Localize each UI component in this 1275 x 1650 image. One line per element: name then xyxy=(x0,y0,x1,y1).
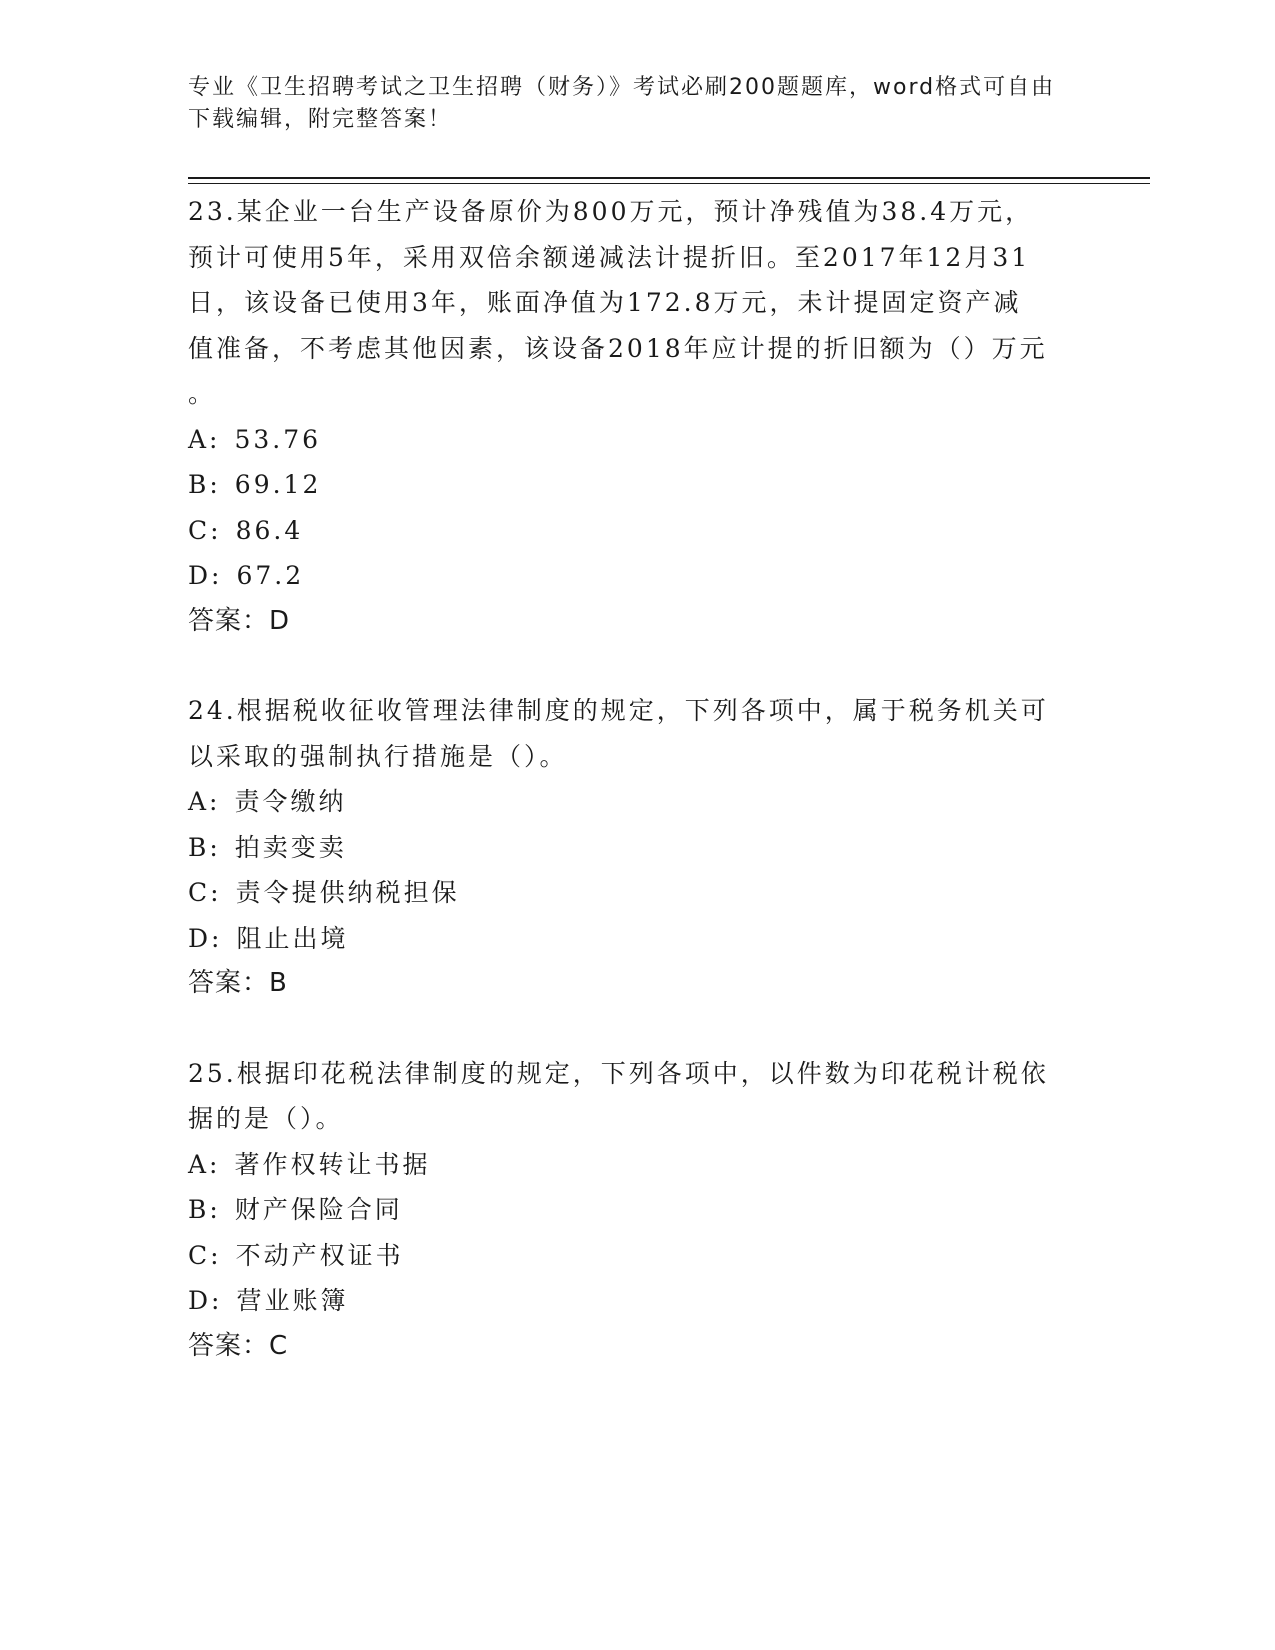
question-25 xyxy=(188,1051,1078,1370)
option-letter: D: xyxy=(188,561,223,590)
option-b xyxy=(188,462,1078,508)
option-text: 阻止出境 xyxy=(236,923,349,953)
question-24 xyxy=(188,688,1078,1007)
option-text: 69.12 xyxy=(234,470,322,499)
document-header: 专业《卫生招聘考试之卫生招聘（财务）》考试必刷200题题库，word格式可自由下载编辑，附完整答案！ xyxy=(188,75,1056,132)
option-text: 86.4 xyxy=(235,515,304,545)
option-d xyxy=(188,1278,1078,1324)
option-letter: B: xyxy=(188,1195,221,1224)
answer-line: 答案：C xyxy=(188,1330,289,1361)
option-letter: D: xyxy=(188,1286,223,1315)
option-text: 拍卖变卖 xyxy=(234,832,347,862)
option-letter: C: xyxy=(188,878,222,907)
option-a xyxy=(188,417,1078,463)
option-d xyxy=(188,553,1078,599)
option-c xyxy=(188,508,1078,554)
option-a xyxy=(188,1142,1078,1188)
option-text: 责令缴纳 xyxy=(234,787,347,816)
option-text: 67.2 xyxy=(236,561,305,590)
question-text: 24.根据税收征收管理法律制度的规定，下列各项中，属于税务机关可 以采取的强制执行措施是（）。 xyxy=(188,696,1049,771)
answer-line: 答案：B xyxy=(188,968,288,998)
header-divider-thick xyxy=(188,177,1150,179)
option-b xyxy=(188,825,1078,871)
option-c xyxy=(188,870,1078,916)
option-text: 财产保险合同 xyxy=(234,1195,403,1224)
option-letter: C: xyxy=(188,515,222,545)
option-letter: A: xyxy=(188,1149,221,1179)
option-text: 著作权转让书据 xyxy=(234,1149,431,1179)
header-divider-thin xyxy=(188,183,1150,184)
option-letter: B: xyxy=(188,470,221,499)
answer-line: 答案：D xyxy=(188,605,291,636)
option-d xyxy=(188,916,1078,962)
option-b xyxy=(188,1187,1078,1233)
option-text: 责令提供纳税担保 xyxy=(235,878,460,907)
option-text: 不动产权证书 xyxy=(235,1240,404,1270)
option-letter: A: xyxy=(188,787,221,816)
option-letter: B: xyxy=(188,832,221,862)
question-text: 23.某企业一台生产设备原价为800万元，预计净残值为38.4万元， 预计可使用5年，采用双倍余额递减法计提折旧。至2017年12月31 日，该设备已使用3年，账面净值为172.8万元，未计提固定资产减 值准备，不考虑其他因素，该设备2018年应计提的折旧额为（）万元 。 xyxy=(188,197,1048,408)
option-text: 53.76 xyxy=(234,424,322,454)
option-letter: D: xyxy=(188,923,223,953)
question-text: 25.根据印花税法律制度的规定，下列各项中，以件数为印花税计税依 据的是（）。 xyxy=(188,1058,1049,1133)
option-a xyxy=(188,779,1078,825)
question-23 xyxy=(188,189,1078,644)
question-list xyxy=(188,189,1078,1413)
option-text: 营业账簿 xyxy=(236,1286,349,1315)
option-letter: C: xyxy=(188,1240,222,1270)
option-c xyxy=(188,1233,1078,1279)
option-letter: A: xyxy=(188,424,221,454)
